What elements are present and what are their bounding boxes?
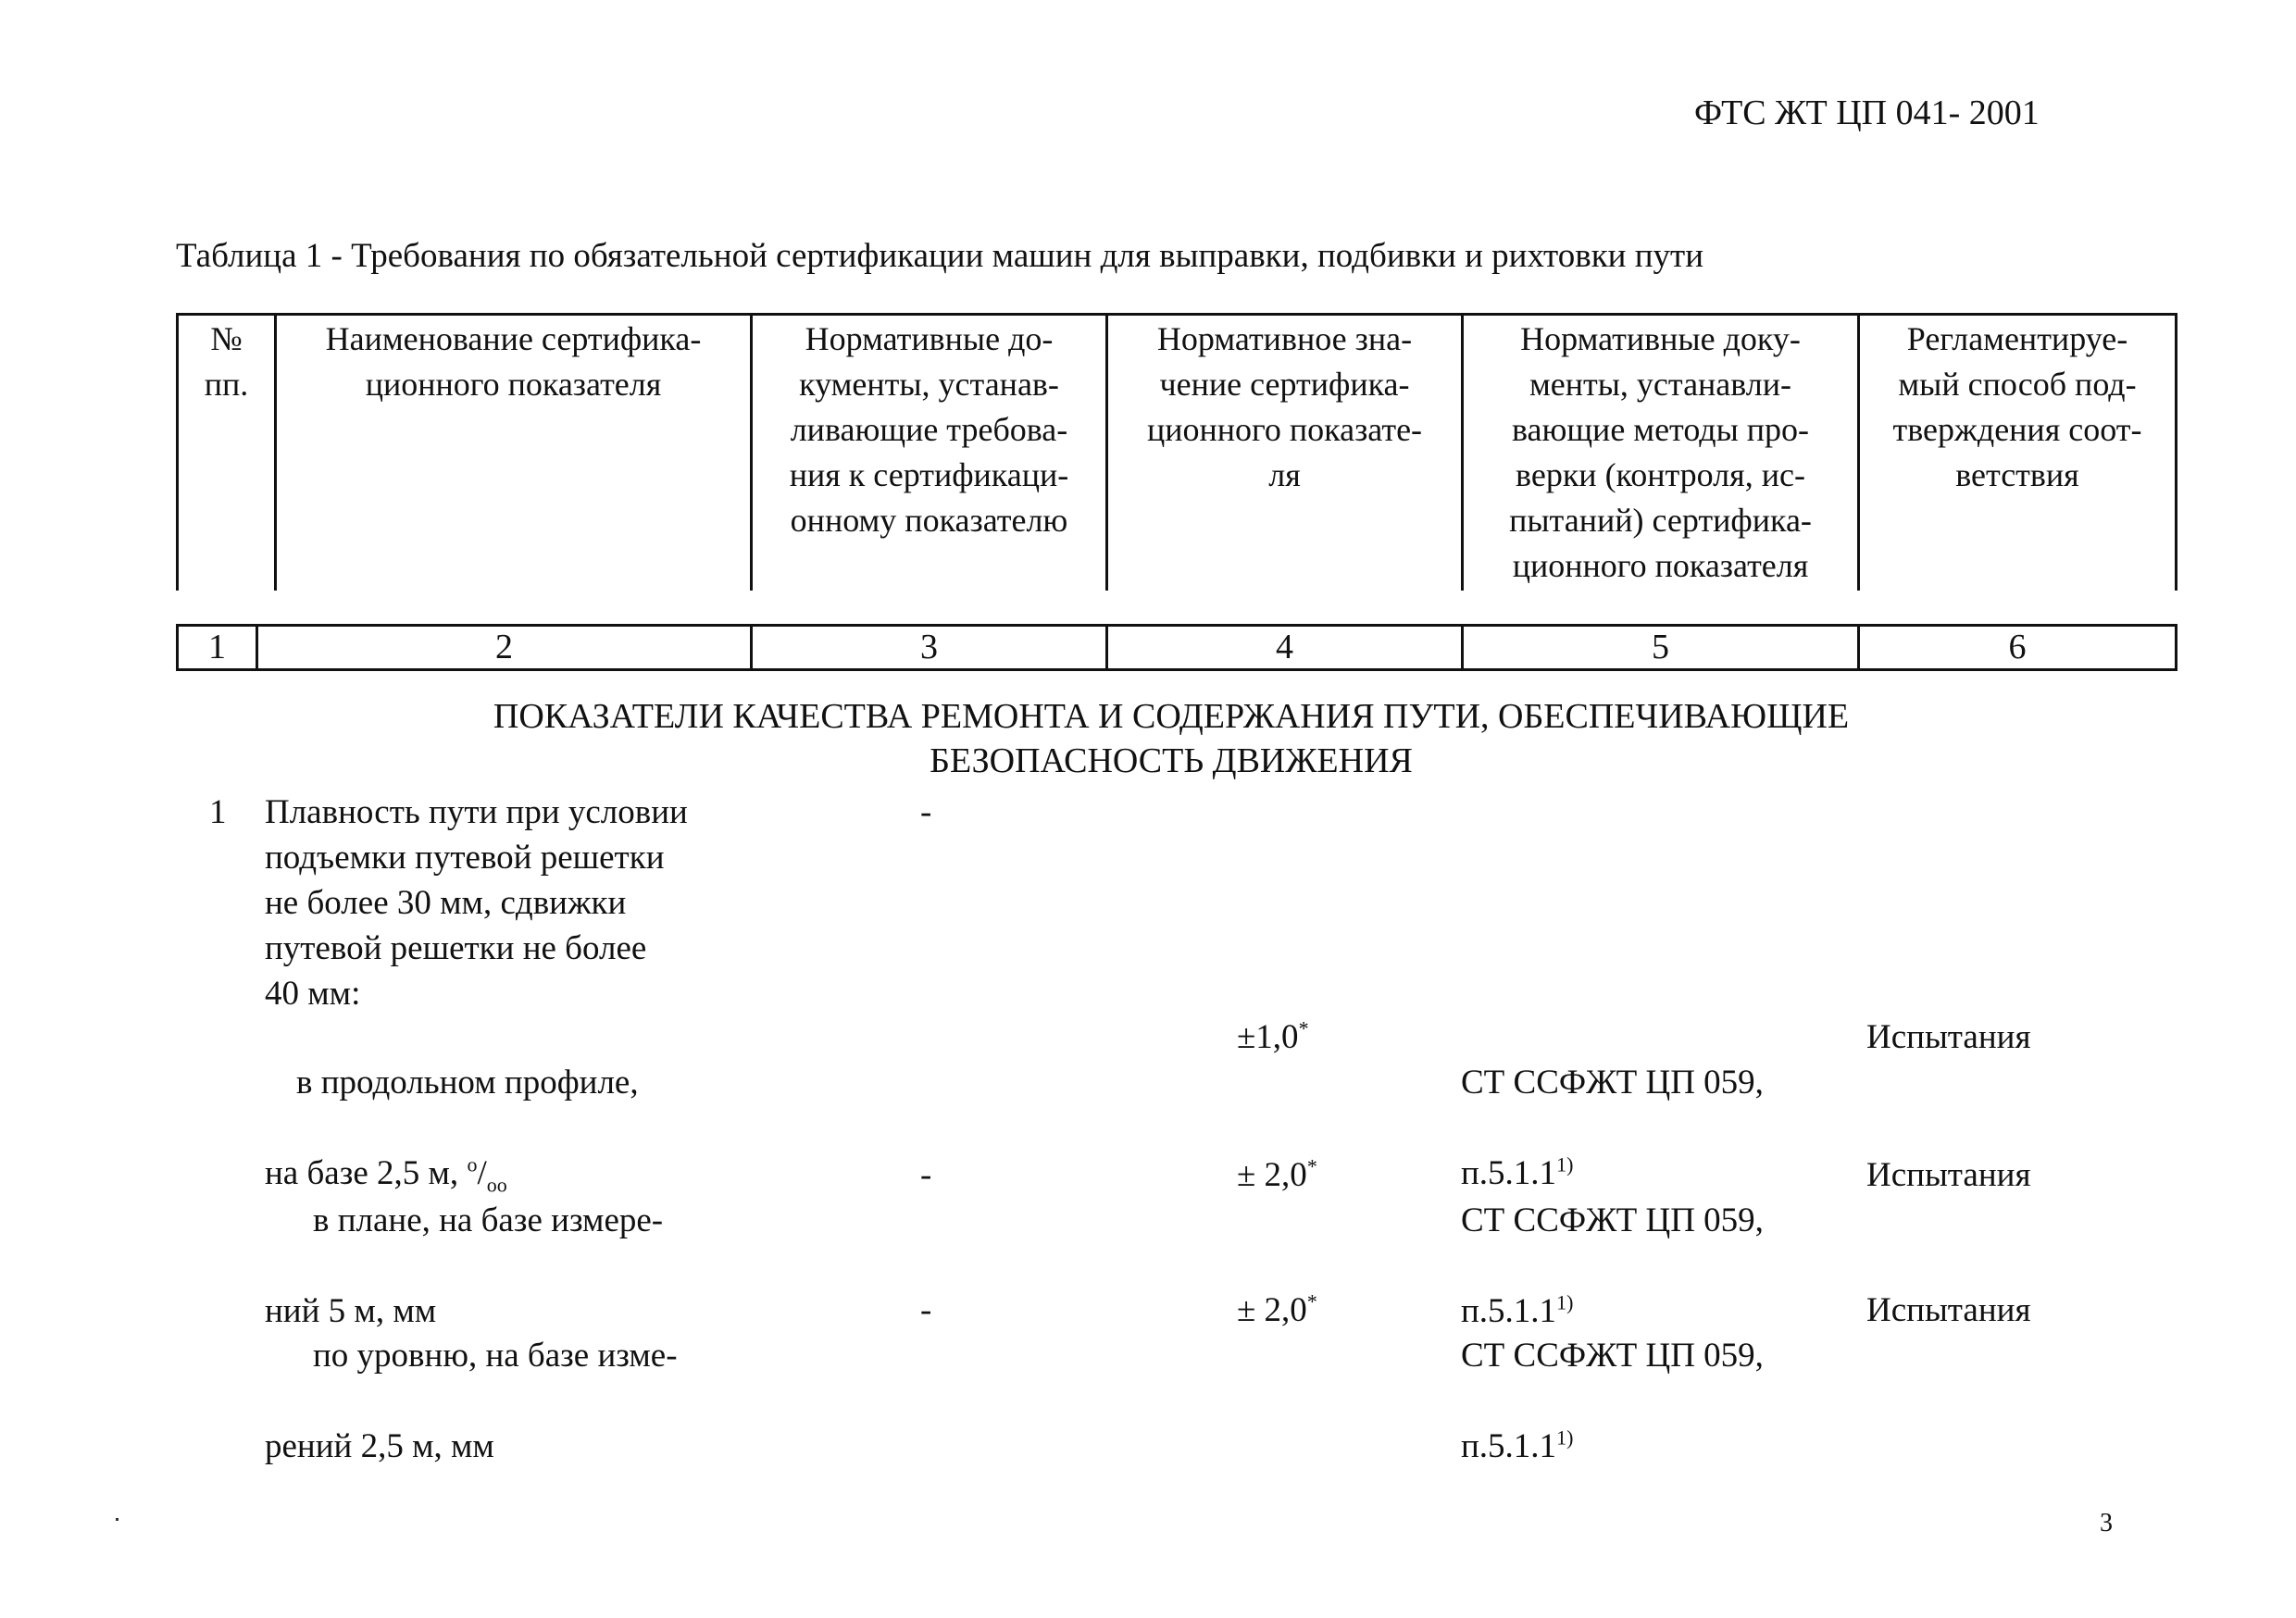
item-name: Плавность пути при условии подъемки путевой решетки не более 30 мм, сдвижки путевой решетки не более 40 мм:: [265, 793, 688, 1013]
column-number-2: 2: [495, 628, 513, 666]
value-text: ± 2,0: [1237, 1291, 1307, 1329]
scan-speck: [116, 1518, 119, 1521]
subrow-name-line2: на базе 2,5 м, $^о/_{оо}$: [265, 1152, 507, 1197]
permille-unit-top: о: [467, 1152, 478, 1176]
permille-unit-bottom: оо: [486, 1173, 507, 1197]
value-text: ±1,0: [1237, 1018, 1299, 1056]
method-line1: СТ ССФЖТ ЦП 059,: [1461, 1201, 1764, 1239]
subrow-name-line1: в продольном профиле,: [296, 1064, 639, 1101]
method-clause: п.5.1.1: [1461, 1427, 1557, 1465]
column-number-5: 5: [1652, 628, 1669, 666]
subrow-name-line2: рений 2,5 м, мм: [265, 1427, 494, 1465]
column-number-4: 4: [1276, 628, 1293, 666]
subrow-value: [1237, 1014, 1309, 1060]
page-number: 3: [2100, 1509, 2113, 1537]
document-code: ФТС ЖТ ЦП 041- 2001: [1694, 93, 2040, 132]
subrow-confirmation: Испытания: [1866, 1291, 2031, 1329]
method-line1: СТ ССФЖТ ЦП 059,: [1461, 1064, 1764, 1101]
column-number-6: 6: [2008, 628, 2027, 666]
method-footnote-mark: 1): [1556, 1152, 1574, 1176]
number-row-top: [176, 624, 2177, 627]
item-number: 1: [209, 793, 227, 831]
subrow-name-line2: ний 5 м, мм: [265, 1292, 437, 1330]
subrow-name-line1: в плане, на базе измере-: [313, 1201, 664, 1239]
subrow-docs: -: [920, 1291, 932, 1329]
subrow-method: [1461, 1288, 1764, 1514]
subrow-value: [1237, 1288, 1317, 1333]
subrow-value: [1237, 1152, 1317, 1198]
num-divider-6: [2175, 624, 2177, 671]
subrow-name: [265, 1288, 678, 1514]
value-text: ± 2,0: [1237, 1156, 1307, 1194]
method-footnote-mark: 1): [1556, 1425, 1574, 1450]
header-cell-test-methods: Нормативные доку- менты, устанавли- вающие методы про- верки (контроля, ис- пытаний) сертифика- ционного показателя: [1509, 320, 1812, 584]
item-docs: -: [920, 793, 932, 831]
method-line1: СТ ССФЖТ ЦП 059,: [1461, 1337, 1764, 1375]
subrow-confirmation: Испытания: [1866, 1156, 2031, 1194]
column-number-1: 1: [208, 628, 226, 666]
method-line2: [1461, 1424, 1764, 1469]
subrow-docs: -: [920, 1156, 932, 1194]
col-divider-6: [2175, 313, 2177, 591]
value-footnote-mark: *: [1306, 1154, 1317, 1178]
subrow-confirmation: Испытания: [1866, 1018, 2031, 1056]
method-clause: п.5.1.1: [1461, 1154, 1557, 1192]
subrow-name-base: на базе 2,5 м,: [265, 1154, 468, 1192]
value-footnote-mark: *: [1298, 1016, 1309, 1040]
method-footnote-mark: 1): [1556, 1290, 1574, 1314]
column-number-3: 3: [920, 628, 938, 666]
table-caption: Таблица 1 - Требования по обязательной сертификации машин для выправки, подбивки и рихтовки пути: [176, 237, 1704, 275]
number-row-bottom: [176, 668, 2177, 671]
table-top-border: [176, 313, 2177, 316]
method-clause: п.5.1.1: [1461, 1292, 1557, 1330]
header-cell-normative-docs: Нормативные до- кументы, устанав- ливающие требова- ния к сертификаци- онному показателю: [789, 320, 1069, 539]
header-cell-number: № пп.: [204, 320, 249, 403]
header-cell-indicator-name: Наименование сертифика- ционного показателя: [325, 320, 702, 403]
value-footnote-mark: *: [1306, 1289, 1317, 1313]
header-cell-confirmation: Регламентируе- мый способ под- тверждения соот- ветствия: [1892, 320, 2142, 493]
header-cell-normative-value: Нормативное зна- чение сертифика- ционного показате- ля: [1146, 320, 1423, 493]
section-title: ПОКАЗАТЕЛИ КАЧЕСТВА РЕМОНТА И СОДЕРЖАНИЯ ПУТИ, ОБЕСПЕЧИВАЮЩИЕ БЕЗОПАСНОСТЬ ДВИЖЕНИЯ: [493, 697, 1850, 780]
subrow-name-line1: по уровню, на базе изме-: [313, 1337, 678, 1375]
